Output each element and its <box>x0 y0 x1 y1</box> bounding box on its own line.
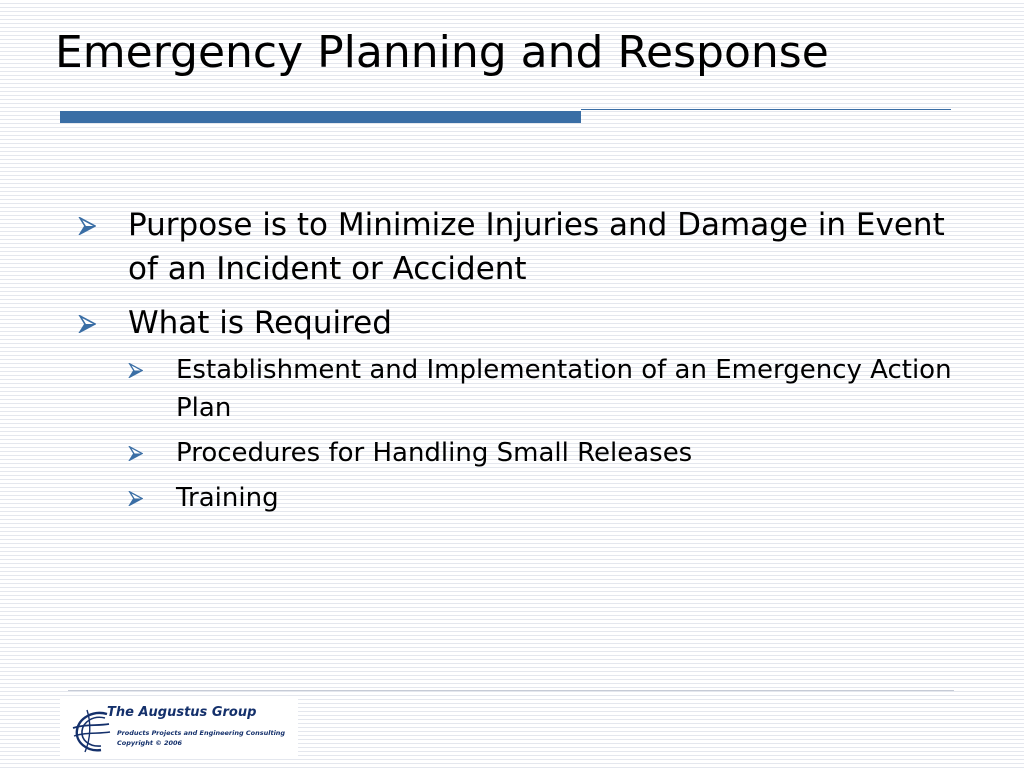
sub-bullet-small-releases <box>128 434 978 472</box>
sub-bullet-training <box>128 479 978 517</box>
sub-bullet-action-plan <box>128 351 978 427</box>
arrow-bullet-icon <box>78 315 96 333</box>
bullet-text: Purpose is to Minimize Injuries and Damage in Event of an Incident or Accident <box>128 207 945 287</box>
sub-bullet-text: Procedures for Handling Small Releases <box>176 438 693 468</box>
sub-bullet-list <box>128 351 978 517</box>
company-logo <box>60 697 298 758</box>
logo-tagline: Products Projects and Engineering Consulting <box>117 729 286 737</box>
arrow-bullet-icon <box>128 446 143 461</box>
sub-bullet-text: Training <box>176 483 279 513</box>
bullet-required <box>78 301 978 345</box>
title-underline-thick <box>60 111 581 123</box>
logo-copyright: Copyright © 2006 <box>117 739 183 747</box>
title-underline-thin <box>581 109 951 110</box>
slide-title: Emergency Planning and Response <box>55 27 829 78</box>
sub-bullet-text: Establishment and Implementation of an Emergency Action Plan <box>176 355 952 423</box>
bullet-list <box>78 203 978 524</box>
arrow-bullet-icon <box>128 363 143 378</box>
logo-company-name: The Augustus Group <box>107 705 257 720</box>
footer-divider <box>68 690 954 691</box>
bullet-text: What is Required <box>128 305 392 341</box>
bullet-purpose <box>78 203 978 291</box>
augustus-group-logo-icon <box>71 706 111 754</box>
arrow-bullet-icon <box>128 491 143 506</box>
arrow-bullet-icon <box>78 217 96 235</box>
